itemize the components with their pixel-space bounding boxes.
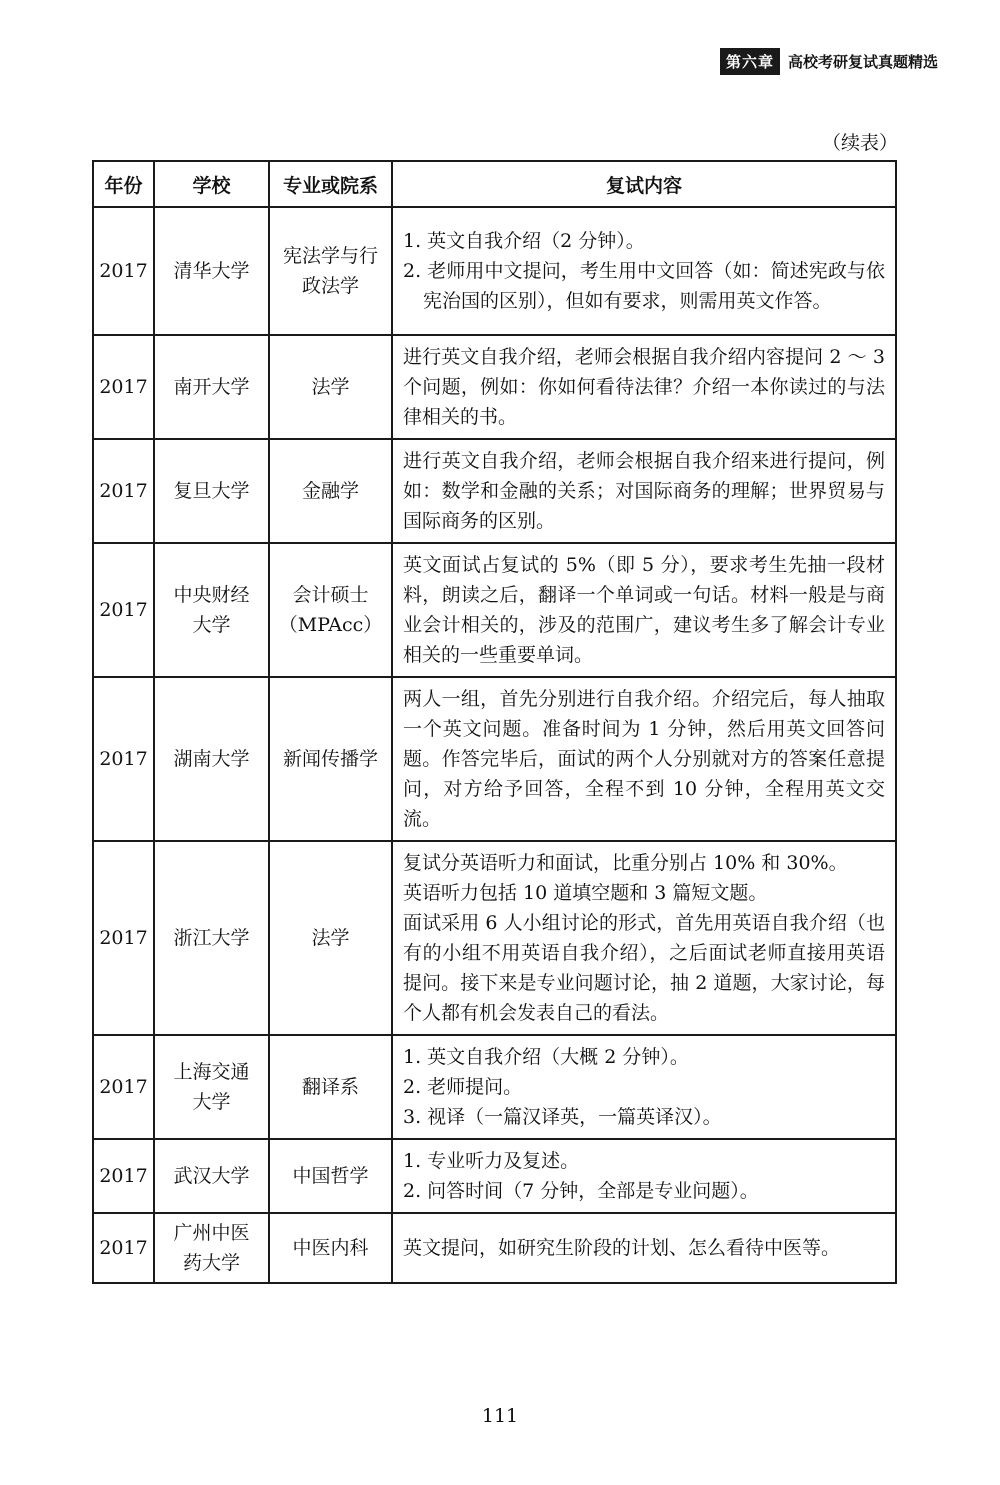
- content-item: 面试采用 6 人小组讨论的形式，首先用英语自我介绍（也有的小组不用英语自我介绍），之后面试老师直接用英语提问。接下来是专业问题讨论，抽 2 道题，大家讨论，每个人都有机会发表自己的看法。: [403, 912, 885, 1024]
- dept-line: 中医内科: [292, 1237, 369, 1259]
- content-cell: [392, 439, 896, 543]
- dept-line: 金融学: [301, 480, 359, 502]
- school-line: 上海交通: [173, 1061, 250, 1083]
- dept-line: 会计硕士: [292, 584, 369, 606]
- column-header: 年份: [93, 161, 154, 207]
- content-item: 英文面试占复试的 5%（即 5 分），要求考生先抽一段材料，朗读之后，翻译一个单词或一句话。材料一般是与商业会计相关的，涉及的范围广，建议考生多了解会计专业相关的一些重要单词。: [403, 554, 885, 666]
- dept-line: 法学: [311, 927, 350, 949]
- dept-cell: [269, 1035, 392, 1139]
- content-item: 2. 问答时间（7 分钟，全部是专业问题）。: [403, 1180, 759, 1202]
- table-row: [93, 207, 896, 335]
- school-line: 武汉大学: [173, 1165, 250, 1187]
- school-cell: [154, 677, 269, 841]
- dept-cell: [269, 543, 392, 677]
- content-cell: [392, 1213, 896, 1283]
- dept-cell: [269, 1213, 392, 1283]
- year-cell: 2017: [93, 1213, 154, 1283]
- year-cell: 2017: [93, 335, 154, 439]
- content-cell: [392, 841, 896, 1035]
- table-header-row: [93, 161, 896, 207]
- year-cell: 2017: [93, 543, 154, 677]
- content-item: 3. 视译（一篇汉译英，一篇英译汉）。: [403, 1106, 722, 1128]
- content-item: 英语听力包括 10 道填空题和 3 篇短文题。: [403, 882, 768, 904]
- chapter-badge: 第六章: [720, 48, 780, 75]
- table-row: [93, 1035, 896, 1139]
- school-cell: [154, 1213, 269, 1283]
- page-number: 111: [481, 1405, 519, 1427]
- school-cell: [154, 439, 269, 543]
- school-cell: [154, 1139, 269, 1213]
- running-header-title: 高校考研复试真题精选: [787, 52, 938, 71]
- dept-cell: [269, 335, 392, 439]
- column-header: 学校: [154, 161, 269, 207]
- school-line: 大学: [192, 1091, 231, 1113]
- content-item: 2. 老师提问。: [403, 1076, 523, 1098]
- continued-label: （续表）: [821, 132, 898, 154]
- year-cell: 2017: [93, 1139, 154, 1213]
- school-line: 湖南大学: [173, 748, 250, 770]
- dept-line: （MPAcc）: [278, 614, 383, 636]
- content-item: 进行英文自我介绍，老师会根据自我介绍内容提问 2 ～ 3 个问题，例如：你如何看待法律？介绍一本你读过的与法律相关的书。: [403, 346, 885, 428]
- school-line: 大学: [192, 614, 231, 636]
- dept-cell: [269, 439, 392, 543]
- content-cell: [392, 1139, 896, 1213]
- school-cell: [154, 543, 269, 677]
- year-cell: 2017: [93, 841, 154, 1035]
- content-item: 1. 英文自我介绍（大概 2 分钟）。: [403, 1046, 689, 1068]
- year-cell: 2017: [93, 207, 154, 335]
- dept-cell: [269, 677, 392, 841]
- content-item: 复试分英语听力和面试，比重分别占 10% 和 30%。: [403, 852, 848, 874]
- content-item: 英文提问，如研究生阶段的计划、怎么看待中医等。: [403, 1237, 841, 1259]
- school-cell: [154, 207, 269, 335]
- school-line: 药大学: [182, 1252, 240, 1274]
- content-item: 1. 专业听力及复述。: [403, 1150, 580, 1172]
- dept-line: 政法学: [301, 275, 359, 297]
- content-item: 2. 老师用中文提问，考生用中文回答（如：简述宪政与依宪治国的区别），但如有要求，则需用英文作答。: [403, 260, 885, 312]
- dept-line: 新闻传播学: [282, 748, 378, 770]
- content-cell: [392, 207, 896, 335]
- school-line: 南开大学: [173, 376, 250, 398]
- table-row: [93, 439, 896, 543]
- year-cell: 2017: [93, 1035, 154, 1139]
- table-row: [93, 1213, 896, 1283]
- table-row: [93, 1139, 896, 1213]
- table-row: [93, 543, 896, 677]
- school-line: 中央财经: [173, 584, 250, 606]
- school-line: 清华大学: [173, 260, 250, 282]
- dept-cell: [269, 1139, 392, 1213]
- dept-line: 法学: [311, 376, 350, 398]
- table-row: [93, 841, 896, 1035]
- year-cell: 2017: [93, 439, 154, 543]
- dept-line: 翻译系: [301, 1076, 359, 1098]
- dept-line: 中国哲学: [292, 1165, 369, 1187]
- school-line: 复旦大学: [173, 480, 250, 502]
- school-line: 广州中医: [173, 1222, 250, 1244]
- dept-line: 宪法学与行: [282, 245, 378, 267]
- dept-cell: [269, 207, 392, 335]
- content-item: 进行英文自我介绍，老师会根据自我介绍来进行提问，例如：数学和金融的关系；对国际商务的理解；世界贸易与国际商务的区别。: [403, 450, 885, 532]
- content-cell: [392, 543, 896, 677]
- running-header: [720, 46, 938, 76]
- school-line: 浙江大学: [173, 927, 250, 949]
- table-row: [93, 677, 896, 841]
- content-cell: [392, 335, 896, 439]
- school-cell: [154, 1035, 269, 1139]
- dept-cell: [269, 841, 392, 1035]
- content-item: 两人一组，首先分别进行自我介绍。介绍完后，每人抽取一个英文问题。准备时间为 1 分钟，然后用英文回答问题。作答完毕后，面试的两个人分别就对方的答案任意提问，对方给予回答，全程不到 10 分钟，全程用英文交流。: [403, 688, 885, 830]
- school-cell: [154, 841, 269, 1035]
- reexam-table: [92, 160, 897, 1284]
- school-cell: [154, 335, 269, 439]
- content-cell: [392, 677, 896, 841]
- column-header: 复试内容: [392, 161, 896, 207]
- year-cell: 2017: [93, 677, 154, 841]
- table-row: [93, 335, 896, 439]
- content-item: 1. 英文自我介绍（2 分钟）。: [403, 230, 645, 252]
- column-header: 专业或院系: [269, 161, 392, 207]
- content-cell: [392, 1035, 896, 1139]
